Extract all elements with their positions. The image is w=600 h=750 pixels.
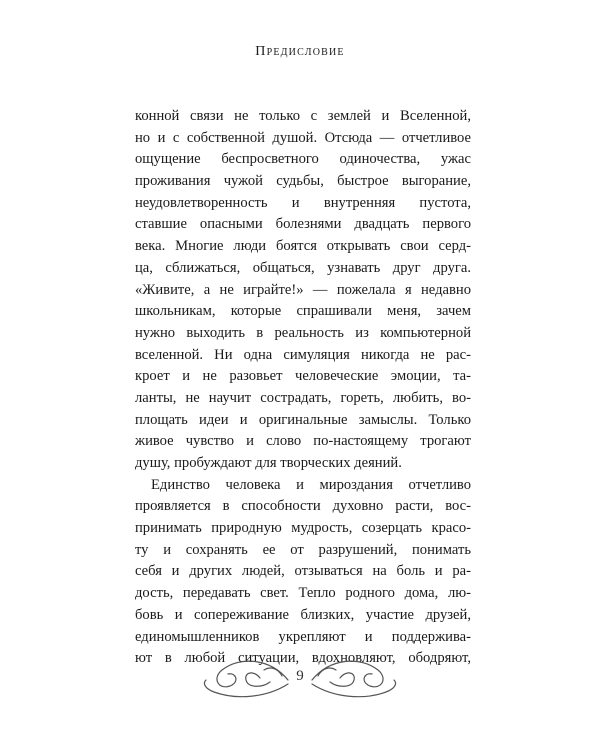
text-line: проявляется в способности духовно расти, вос-: [135, 498, 471, 515]
text-line: ют в любой ситуации, вдохновляют, ободряют,: [135, 650, 471, 667]
text-line: Единство человека и мироздания отчетливо: [151, 476, 471, 493]
text-line: но и с собственной душой. Отсюда — отчетливое: [135, 129, 471, 146]
page-number: 9: [296, 668, 304, 684]
body-text: [135, 106, 471, 670]
text-line: ту и сохранять ее от разрушений, понимать: [135, 541, 471, 558]
text-line: нужно выходить в реальность из компьютерной: [135, 324, 471, 341]
text-line: дость, передавать свет. Тепло родного дома, лю-: [135, 585, 471, 602]
text-line: ца, сближаться, общаться, узнавать друг друга.: [135, 259, 471, 276]
text-line: неудовлетворенность и внутренняя пустота,: [135, 194, 471, 211]
text-line: душу, пробуждают для творческих деяний.: [135, 455, 402, 471]
text-line: принимать природную мудрость, созерцать красо-: [135, 520, 471, 537]
text-line: века. Многие люди боятся открывать свои серд-: [135, 238, 471, 255]
text-line: бовь и сопереживание близких, участие друзей,: [135, 606, 471, 623]
running-header: Предисловие: [255, 44, 345, 59]
text-line: живое чувство и слово по-настоящему трогают: [135, 433, 471, 450]
text-line: кроет и не разовьет человеческие эмоции, та-: [135, 368, 471, 385]
paragraph-1: [135, 106, 471, 475]
text-line: ставшие опасными болезнями двадцать первого: [135, 216, 471, 233]
text-line: «Живите, а не играйте!» — пожелала я недавно: [135, 281, 471, 298]
text-line: себя и других людей, отзываться на боль и ра-: [135, 563, 471, 580]
text-line: вселенной. Ни одна симуляция никогда не рас-: [135, 346, 471, 363]
text-line: ланты, не научит сострадать, гореть, любить, во-: [135, 389, 471, 406]
text-line: ощущение беспросветного одиночества, ужас: [135, 151, 471, 168]
paragraph-2: [135, 475, 471, 670]
text-line: конной связи не только с землей и Вселенной,: [135, 108, 471, 124]
text-line: проживания чужой судьбы, быстрое выгорание,: [135, 173, 471, 190]
text-line: школьникам, которые спрашивали меня, зачем: [135, 303, 471, 320]
text-line: площать идеи и оригинальные замыслы. Только: [135, 411, 471, 428]
text-line: единомышленников укрепляют и поддержива-: [135, 628, 471, 645]
